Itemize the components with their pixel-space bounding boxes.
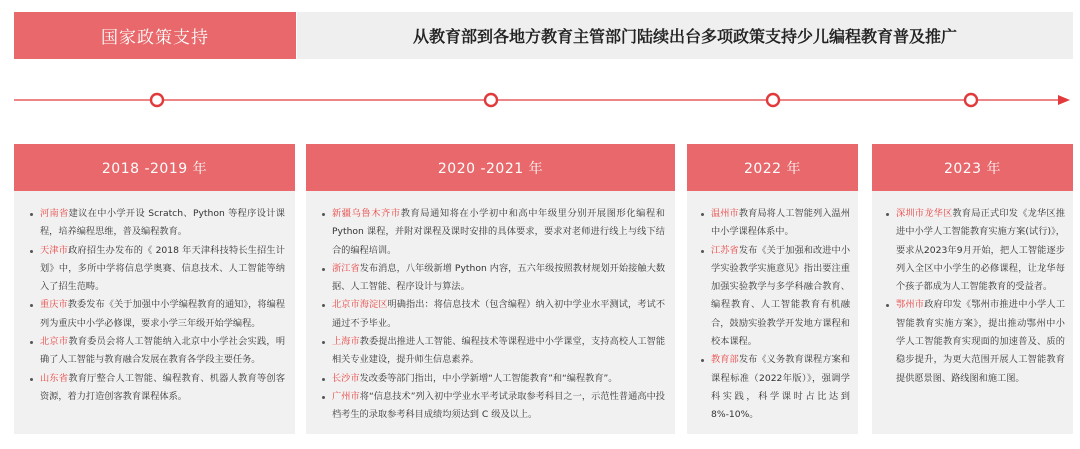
policy-text: 教育局将人工智能列入温州中小学课程体系中。 <box>711 208 851 238</box>
timeline-arrow-icon <box>1058 95 1070 105</box>
policy-item <box>886 296 1065 387</box>
policy-list <box>687 191 858 434</box>
policy-text: 政府招生办发布的《 2018 年天津科技特长生招生计划》中，多所中学将信息学奥赛、信息技术、人工智能等纳入了招生范畴。 <box>40 244 285 293</box>
section-title-tag: 国家政策支持 <box>14 12 296 59</box>
policy-text: 教育局通知将在小学初中和高中年级里分别开展图形化编程和 Python 课程，并附对课程及课时安排的具体要求，要求对老师进行线上与线下结合的编程培训。 <box>332 208 665 256</box>
year-column-2018-2019 <box>14 144 295 434</box>
policy-item <box>322 260 665 297</box>
year-header: 2018 -2019 年 <box>14 144 295 191</box>
policy-text: 将“信息技术”列入初中学业水平考试录取参考科目之一，示范性普通高中投档考生的录取参考科目成绩均须达到 C 级及以上。 <box>332 390 665 421</box>
policy-text: 建议在中小学开设 Scratch、Python 等程序设计课程，培养编程思维，普及编程教育。 <box>40 208 285 238</box>
policy-list <box>306 191 675 434</box>
region-name: 广州市 <box>332 390 360 402</box>
timeline-node <box>151 94 163 106</box>
timeline-node <box>965 94 977 106</box>
policy-text: 明确指出：将信息技术（包含编程）纳入初中学业水平测试，考试不通过不予毕业。 <box>332 299 666 329</box>
year-column-2023 <box>872 144 1073 434</box>
policy-text: 发布消息，八年级新增 Python 内容，五六年级按照教材规划开始接触大数据、人工智能、程序设计与算法。 <box>332 262 666 293</box>
region-name: 重庆市 <box>40 299 68 311</box>
policy-text: 发改委等部门指出，中小学新增“人工智能教育”和“编程教育”。 <box>359 372 618 384</box>
policy-item <box>701 351 850 424</box>
region-name: 教育部 <box>711 354 739 366</box>
policy-item <box>30 296 285 333</box>
timeline-node <box>767 94 779 106</box>
region-name: 新疆乌鲁木齐市 <box>332 208 401 219</box>
policy-text: 发布《关于加强和改进中小学实验教学实施意见》指出要注重加强实验教学与多学科融合教育、编程教育、人工智能教育有机融合，鼓励实验教学开发地方课程和校本课程。 <box>711 244 851 348</box>
policy-text: 教育厅整合人工智能、编程教育、机器人教育等创客资源，着力打造创客教育课程体系。 <box>40 372 286 402</box>
region-name: 山东省 <box>40 372 69 384</box>
region-name: 长沙市 <box>332 372 360 384</box>
policy-list <box>14 191 295 434</box>
timeline-node <box>485 94 497 106</box>
region-name: 上海市 <box>332 336 360 348</box>
policy-item <box>30 242 285 297</box>
policy-text: 教育委员会将人工智能纳入北京中小学社会实践，明确了人工智能与教育融合发展在教育各学段主要任务。 <box>40 336 286 366</box>
region-name: 北京市 <box>40 336 69 348</box>
policy-item <box>322 205 665 260</box>
policy-text: 政府印发《鄂州市推进中小学人工智能教育实施方案》，提出推动鄂州中小学人工智能教育实现面的加速普及、质的稳步提升，为更大范围开展人工智能教育提供愿景图、路线图和施工图。 <box>896 299 1066 384</box>
year-header: 2020 -2021 年 <box>306 144 675 191</box>
region-name: 天津市 <box>40 244 69 256</box>
policy-list <box>872 191 1073 434</box>
policy-item <box>30 370 285 407</box>
region-name: 江苏省 <box>711 244 739 256</box>
policy-item <box>886 205 1065 296</box>
region-name: 河南省 <box>40 208 69 219</box>
policy-text: 教育局正式印发《龙华区推进中小学人工智能教育实施方案(试行)》，要求从2023年9月开始，把人工智能逐步列入全区中小学生的必修课程，让龙华每个孩子都成为人工智能教育的受益者。 <box>896 208 1066 293</box>
policy-item <box>30 205 285 242</box>
timeline <box>0 80 1080 120</box>
policy-item <box>30 333 285 370</box>
year-column-2020-2021 <box>306 144 675 434</box>
region-name: 浙江省 <box>332 262 360 274</box>
policy-text: 教委提出推进人工智能、编程技术等课程进中小学课堂，支持高校人工智能相关专业建设，提升师生信息素养。 <box>332 336 666 366</box>
region-name: 鄂州市 <box>896 299 925 311</box>
year-header: 2022 年 <box>687 144 858 191</box>
region-name: 深圳市龙华区 <box>896 208 953 219</box>
policy-item <box>322 333 665 370</box>
policy-text: 发布《义务教育课程方案和课程标准（2022年版）》，强调学科实践，科学课时占比达到8%-10%。 <box>711 354 851 421</box>
year-header: 2023 年 <box>872 144 1073 191</box>
policy-item <box>322 296 665 333</box>
region-name: 北京市海淀区 <box>332 299 388 311</box>
policy-text: 教委发布《关于加强中小学编程教育的通知》，将编程列为重庆中小学必修课，要求小学三年级开始学编程。 <box>40 299 286 329</box>
policy-item <box>322 370 665 388</box>
region-name: 温州市 <box>711 208 739 219</box>
policy-item <box>701 205 850 242</box>
policy-item <box>701 242 850 352</box>
headline: 从教育部到各地方教育主管部门陆续出台多项政策支持少儿编程教育普及推广 <box>297 12 1073 59</box>
year-column-2022 <box>687 144 858 434</box>
policy-item <box>322 388 665 425</box>
